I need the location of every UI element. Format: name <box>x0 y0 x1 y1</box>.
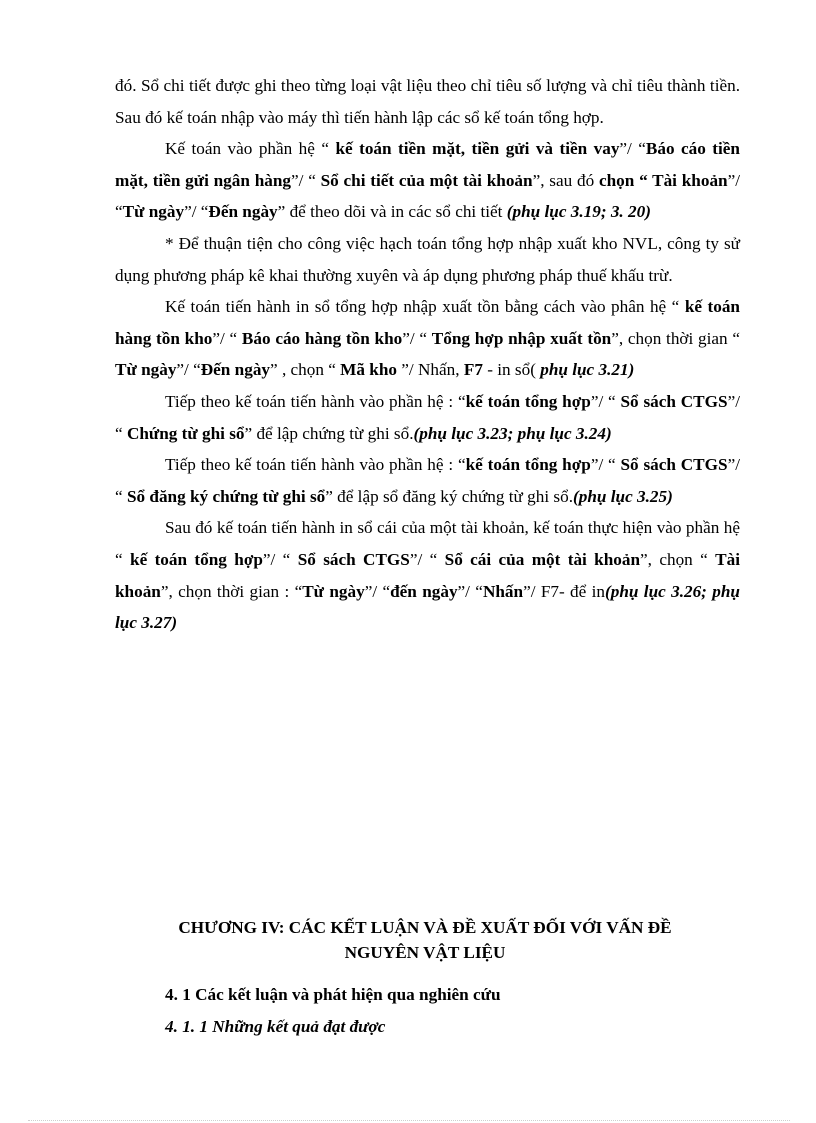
paragraph-6 <box>115 449 740 512</box>
text-run: (phụ lục 3.23; phụ lục 3.24) <box>413 423 612 443</box>
text-run: ”/ “ <box>364 581 391 601</box>
text-run: ”, chọn “ <box>640 549 716 569</box>
text-run: Kế toán tiến hành in sổ tổng hợp nhập xuất tồn bằng cách vào phân hệ “ <box>165 297 685 317</box>
text-run: * Để thuận tiện cho công việc hạch toán tổng hợp nhập xuất kho NVL, công ty sử dụng phương pháp kê khai thường xuyên và áp dụng phương pháp thuế khấu trừ. <box>115 233 740 285</box>
text-run: ” , chọn “ <box>270 360 341 380</box>
text-run: kế toán tiền mặt, tiền gửi và tiền vay <box>335 139 620 159</box>
chapter-title <box>100 915 750 965</box>
body-text <box>115 70 740 639</box>
text-run: (phụ lục 3.19; 3. 20) <box>506 202 651 222</box>
text-run: Mã kho <box>340 360 402 380</box>
text-run: Tổng hợp nhập xuất tồn <box>431 328 612 348</box>
paragraph-4 <box>115 291 740 386</box>
text-run: ”/ “ <box>176 360 201 380</box>
section-heading-4-1: 4. 1 Các kết luận và phát hiện qua nghiên cứu <box>165 985 501 1004</box>
text-run: đó. Sổ chi tiết được ghi theo từng loại vật liệu theo chỉ tiêu số lượng và chỉ tiêu thành tiền. Sau đó kế toán nhập vào máy thì tiến hành lập các sổ kế toán tổng hợp. <box>115 76 740 127</box>
text-run: ” để lập sổ đăng ký chứng từ ghi sổ. <box>325 486 573 506</box>
text-run: Báo cáo hàng tồn kho <box>241 328 403 348</box>
text-run: ”/ Nhấn, <box>401 360 464 380</box>
text-run: Đến ngày <box>200 360 271 380</box>
text-run: ” để theo dõi và in các sổ chi tiết <box>277 202 507 222</box>
text-run: ”/ “ <box>619 139 646 159</box>
text-run: ”/ “ <box>115 170 740 222</box>
text-run: Từ ngày <box>115 360 177 380</box>
text-run: ”, chọn thời gian “ <box>611 328 740 348</box>
text-run: kế toán hàng tồn kho <box>115 297 740 348</box>
text-run: Kế toán vào phần hệ “ <box>165 139 336 159</box>
text-run: Từ ngày <box>302 581 365 601</box>
text-run: - in sổ( <box>482 360 541 380</box>
paragraph-1 <box>115 70 740 133</box>
text-run: Sổ cái của một tài khoản <box>444 549 641 569</box>
chapter-title-line1: CHƯƠNG IV: CÁC KẾT LUẬN VÀ ĐỀ XUẤT ĐỐI VỚI VẤN ĐỀ <box>178 918 672 937</box>
section-heading-4-1-1: 4. 1. 1 Những kết quả đạt được <box>165 1017 386 1036</box>
text-run: Tiếp theo kế toán tiến hành vào phần hệ : “ <box>165 391 466 411</box>
text-run: F7 <box>463 360 483 380</box>
text-run: kế toán tổng hợp <box>465 455 591 475</box>
text-run: Tài khoản <box>115 549 740 601</box>
text-run: Từ ngày <box>122 202 185 222</box>
text-run: ”/ “ <box>291 170 321 190</box>
paragraph-7 <box>115 512 740 638</box>
paragraph-2 <box>115 133 740 228</box>
text-run: Sau đó kế toán tiến hành in sổ cái của một tài khoản, kế toán thực hiện vào phần hệ “ <box>115 518 740 569</box>
text-run: ”/ “ <box>590 391 621 411</box>
text-run: ”/ “ <box>115 391 740 443</box>
text-run: ”/ “ <box>184 202 209 222</box>
text-run: (phụ lục 3.26; phụ lục 3.27) <box>115 581 740 633</box>
text-run: (phụ lục 3.25) <box>573 486 673 506</box>
text-run: Sổ đăng ký chứng từ ghi sổ <box>126 486 326 506</box>
text-run: ”/ “ <box>457 581 483 601</box>
paragraph-3 <box>115 228 740 291</box>
text-run: phụ lục 3.21) <box>540 360 635 380</box>
page-bottom-divider <box>28 1120 790 1121</box>
text-run: Chứng từ ghi sổ <box>126 423 245 443</box>
text-run: ”/ “ <box>262 549 298 569</box>
text-run: Báo cáo tiền mặt, tiền gửi ngân hàng <box>115 139 740 190</box>
text-run: Nhấn <box>482 581 524 601</box>
text-run: ”/ “ <box>115 455 740 506</box>
text-run: đến ngày <box>390 581 458 601</box>
text-run: ”, sau đó <box>532 170 599 190</box>
chapter-title-line2: NGUYÊN VẬT LIỆU <box>344 943 506 962</box>
text-run: Sổ sách CTGS <box>297 549 410 569</box>
text-run: ”, chọn thời gian : “ <box>160 581 303 601</box>
paragraph-5 <box>115 386 740 449</box>
text-run: Sổ sách CTGS <box>620 455 728 475</box>
text-run: ”/ F7- để in <box>523 581 605 601</box>
text-run: ”/ “ <box>402 328 432 348</box>
text-run: ”/ “ <box>590 455 621 475</box>
text-run: ” để lập chứng từ ghi sổ. <box>244 423 414 443</box>
text-run: ”/ “ <box>212 328 242 348</box>
text-run: Sổ chi tiết của một tài khoản <box>320 170 533 190</box>
text-run: Đến ngày <box>208 202 278 222</box>
text-run: kế toán tổng hợp <box>130 549 263 569</box>
text-run: ”/ “ <box>409 549 445 569</box>
text-run: chọn “ Tài khoản <box>598 170 728 190</box>
text-run: Sổ sách CTGS <box>620 391 728 411</box>
text-run: kế toán tổng hợp <box>465 391 591 411</box>
text-run: Tiếp theo kế toán tiến hành vào phần hệ : “ <box>165 455 466 475</box>
